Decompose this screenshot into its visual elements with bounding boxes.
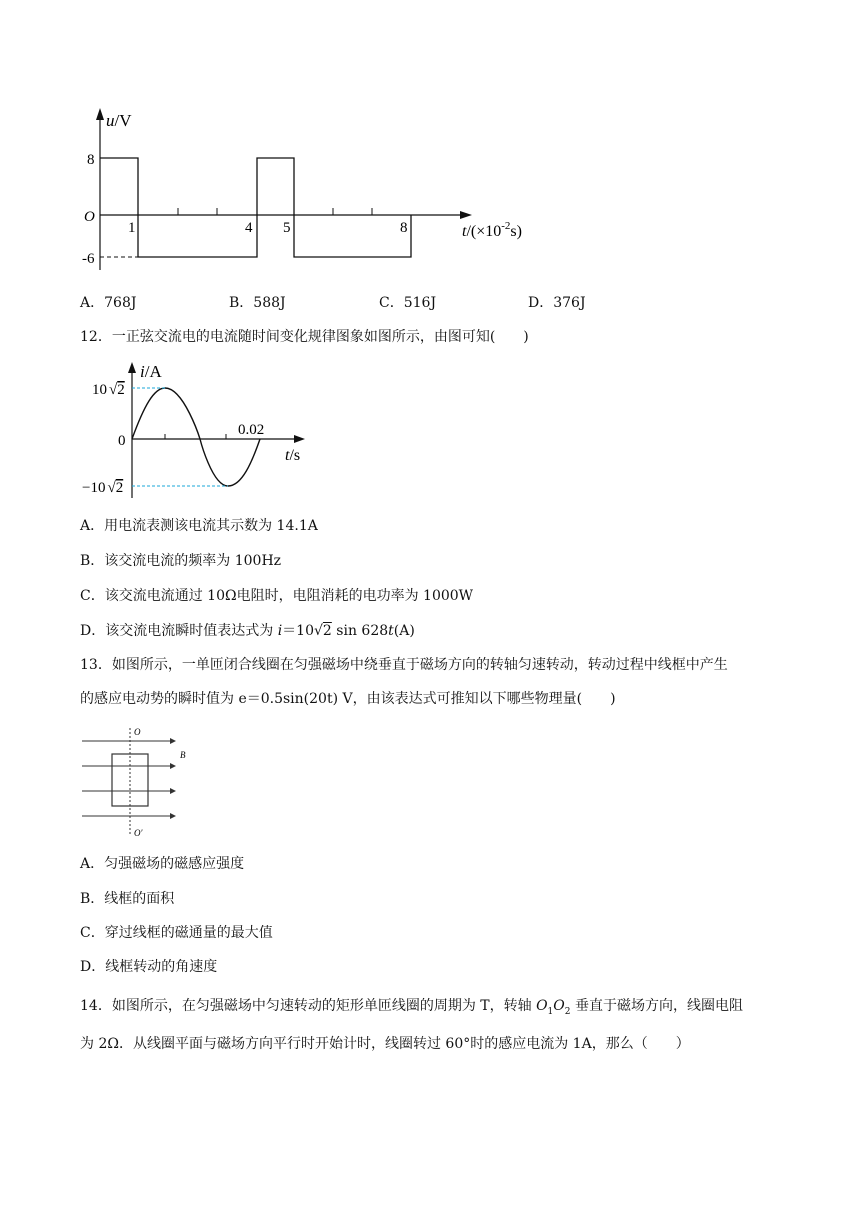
y-axis-arrow-icon	[128, 362, 136, 373]
origin-label: O	[84, 209, 95, 225]
x-tick-label: 1	[128, 220, 136, 236]
y-max-label: 10 √2	[92, 382, 125, 398]
q12-option-c[interactable]: C．该交流电流通过 10Ω电阻时，电阻消耗的电功率为 1000W	[80, 588, 474, 604]
q14-stem-line1: 14．如图所示，在匀强磁场中匀速转动的矩形单匝线圈的周期为 T，转轴 $O_1O_2$ 垂直于磁场方向，线圈电阻	[80, 998, 743, 1017]
y-axis-label: u/V	[106, 111, 132, 130]
x-axis-label: $t/(\times 10^{-2}s)$	[462, 220, 522, 240]
q13-option-d[interactable]: D．线框转动的角速度	[80, 959, 218, 975]
q14-stem-line2: 为 2Ω．从线圈平面与磁场方向平行时开始计时，线圈转过 60°时的感应电流为 1A，那么（ ）	[80, 1036, 690, 1052]
q11-option-a[interactable]: A．768J	[80, 295, 137, 311]
square-wave-figure	[70, 100, 540, 280]
q12-option-a[interactable]: A．用电流表测该电流其示数为 14.1A	[80, 518, 318, 534]
y-tick-pos: 8	[87, 152, 95, 168]
x-tick-label: 0.02	[238, 422, 265, 438]
q11-option-b[interactable]: B．588J	[229, 295, 286, 311]
y-axis-label: i/A	[140, 362, 162, 381]
field-label: B	[180, 750, 186, 760]
x-tick-label: 5	[283, 220, 291, 236]
axis-label-top: O	[134, 727, 141, 737]
y-min-label: −10 √2	[82, 480, 124, 496]
q11-option-d[interactable]: D．376J	[528, 295, 586, 311]
y-axis-arrow-icon	[96, 108, 104, 120]
q11-option-c[interactable]: C．516J	[379, 295, 437, 311]
square-wave-line	[100, 158, 411, 257]
q13-stem-line2: 的感应电动势的瞬时值为 e＝0.5sin(20t) V，由该表达式可推知以下哪些物理量( )	[80, 691, 616, 707]
sine-current-figure	[80, 358, 330, 503]
y-tick-neg: -6	[82, 251, 95, 267]
q13-option-c[interactable]: C．穿过线框的磁通量的最大值	[80, 925, 273, 941]
q12-option-b[interactable]: B．该交流电流的频率为 100Hz	[80, 553, 282, 569]
axis-label-bottom: O′	[134, 828, 143, 838]
x-tick-label: 8	[400, 220, 408, 236]
coil-field-figure	[80, 724, 200, 839]
origin-label: 0	[118, 433, 126, 449]
x-tick-label: 4	[245, 220, 253, 236]
x-axis-arrow-icon	[460, 211, 472, 219]
q12-option-d[interactable]: D．该交流电流瞬时值表达式为 i＝10√2 sin 628t(A)	[80, 623, 415, 639]
q13-stem-line1: 13．如图所示，一单匝闭合线圈在匀强磁场中绕垂直于磁场方向的转轴匀速转动，转动过程中线框中产生	[80, 657, 728, 673]
x-axis-arrow-icon	[294, 435, 305, 443]
q13-option-b[interactable]: B．线框的面积	[80, 891, 175, 907]
q12-stem: 12．一正弦交流电的电流随时间变化规律图象如图所示，由图可知( )	[80, 329, 529, 345]
q13-option-a[interactable]: A．匀强磁场的磁感应强度	[80, 856, 245, 872]
x-axis-label: t/s	[285, 447, 301, 464]
